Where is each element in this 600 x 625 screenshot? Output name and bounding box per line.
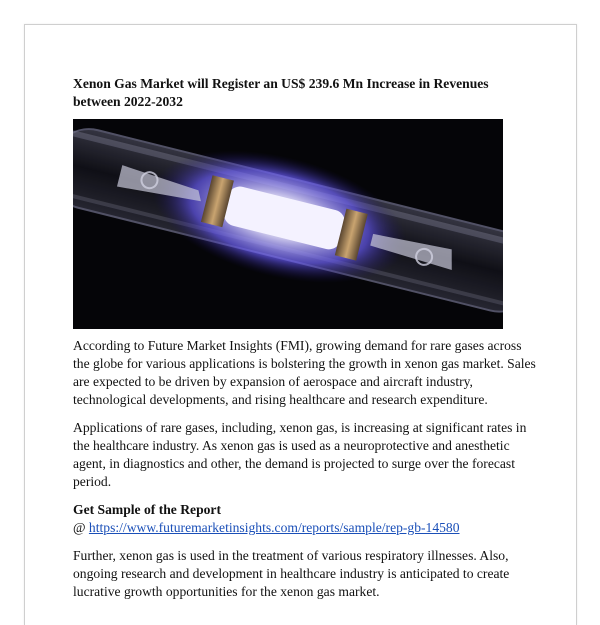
document-content <box>73 75 538 611</box>
sample-report-link[interactable]: https://www.futuremarketinsights.com/reports/sample/rep-gb-14580 <box>88 520 460 535</box>
sample-heading: Get Sample of the Report <box>73 502 221 517</box>
document-page <box>24 24 577 625</box>
sample-link-line <box>73 519 538 537</box>
paragraph-intro: According to Future Market Insights (FMI), growing demand for rare gases across the globe for various applications is bolstering the growth in xenon gas market. Sales are expected to be driven by expansion of aerospace and aircraft industry, technological developments, and rising healthcare and research expenditure. <box>73 338 536 407</box>
xenon-tube-image <box>73 119 503 329</box>
sample-link-prefix: @ <box>73 520 89 535</box>
paragraph-applications: Applications of rare gases, including, xenon gas, is increasing at significant rates in the healthcare industry. As xenon gas is used as a neuroprotective and anesthetic agent, in diagnostics and other, the demand is projected to surge over the forecast period. <box>73 420 527 489</box>
document-title: Xenon Gas Market will Register an US$ 239.6 Mn Increase in Revenues between 2022-2032 <box>73 76 489 109</box>
paragraph-further: Further, xenon gas is used in the treatment of various respiratory illnesses. Also, ongoing research and development in healthcare industry is anticipated to create lucrative growth opportunities for the xenon gas market. <box>73 548 510 599</box>
